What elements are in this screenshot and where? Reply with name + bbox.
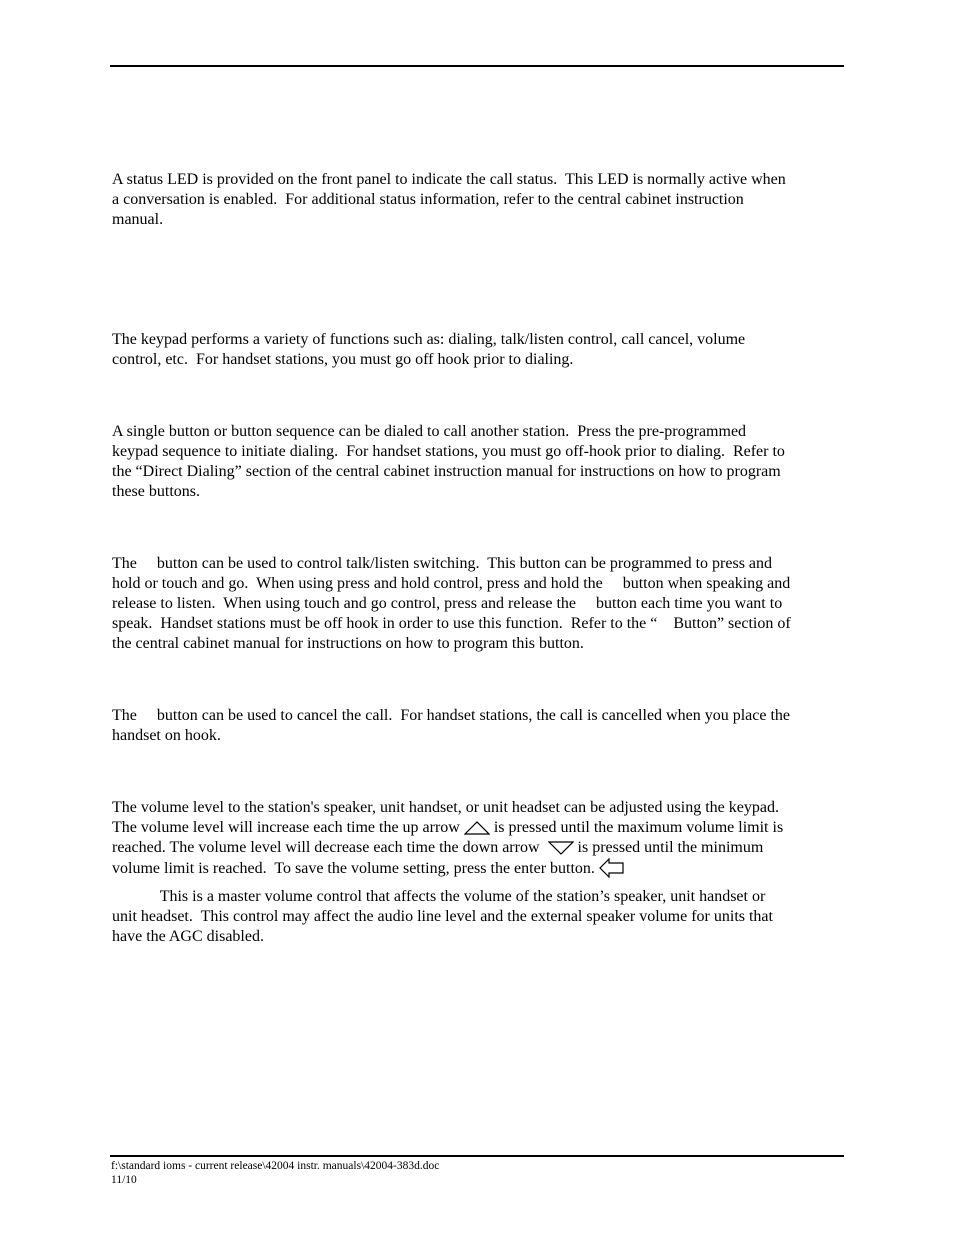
enter-arrow-icon bbox=[599, 858, 625, 878]
talk-button-paragraph: The button can be used to control talk/listen switching. This button can be programmed to press and hold or touch and go. When using press and hold control, press and hold the button when speaking and release to listen. When using touch and go control, press and release the button each time you want to speak. Handset stations must be off hook in order to use this function. Refer to the “ Button” section of the central cabinet manual for instructions on how to program this button. bbox=[112, 555, 791, 652]
keypad-paragraph: The keypad performs a variety of functions such as: dialing, talk/listen control, call cancel, volume control, etc. For handset stations, you must go off hook prior to dialing. bbox=[112, 331, 746, 368]
footer-date: 11/10 bbox=[111, 1174, 137, 1186]
footer-rule bbox=[110, 1155, 844, 1157]
volume-paragraph: The volume level to the station's speaker, unit handset, or unit headset can be adjusted using the keypad. The volume level will increase each time the up arrow is pressed until the maximum volume limit is reached. The volume level will decrease each time the down arrow is pressed until the minimum volume limit is reached. To save the volume setting, press the enter button. bbox=[112, 798, 844, 879]
note-paragraph: This is a master volume control that affects the volume of the station’s speaker, unit handset or unit headset. This control may affect the audio line level and the external speaker volume for units that have the AGC disabled. bbox=[112, 888, 773, 945]
up-arrow-icon bbox=[464, 821, 490, 835]
volume-line-down: reached. The volume level will decrease each time the down arrow is pressed until the minimum bbox=[112, 839, 764, 856]
volume-line-up: The volume level will increase each time the up arrow is pressed until the maximum volume limit is bbox=[112, 819, 784, 836]
dialing-paragraph: A single button or button sequence can be dialed to call another station. Press the pre-programmed keypad sequence to initiate dialing. For handset stations, you must go off-hook prior to dialing. Refer to the “Direct Dialing” section of the central cabinet instruction manual for instructions on how to program these buttons. bbox=[112, 423, 785, 500]
down-arrow-icon bbox=[548, 841, 574, 855]
header-rule bbox=[110, 65, 844, 67]
volume-line-enter: volume limit is reached. To save the volume setting, press the enter button. bbox=[112, 858, 844, 879]
footer-file-path: f:\standard ioms - current release\42004 instr. manuals\42004-383d.doc bbox=[111, 1160, 440, 1172]
status-led-paragraph: A status LED is provided on the front panel to indicate the call status. This LED is normally active when a conversation is enabled. For additional status information, refer to the central cabinet instruction manual. bbox=[112, 171, 786, 228]
cancel-button-paragraph: The button can be used to cancel the call. For handset stations, the call is cancelled when you place the handset on hook. bbox=[112, 707, 790, 744]
